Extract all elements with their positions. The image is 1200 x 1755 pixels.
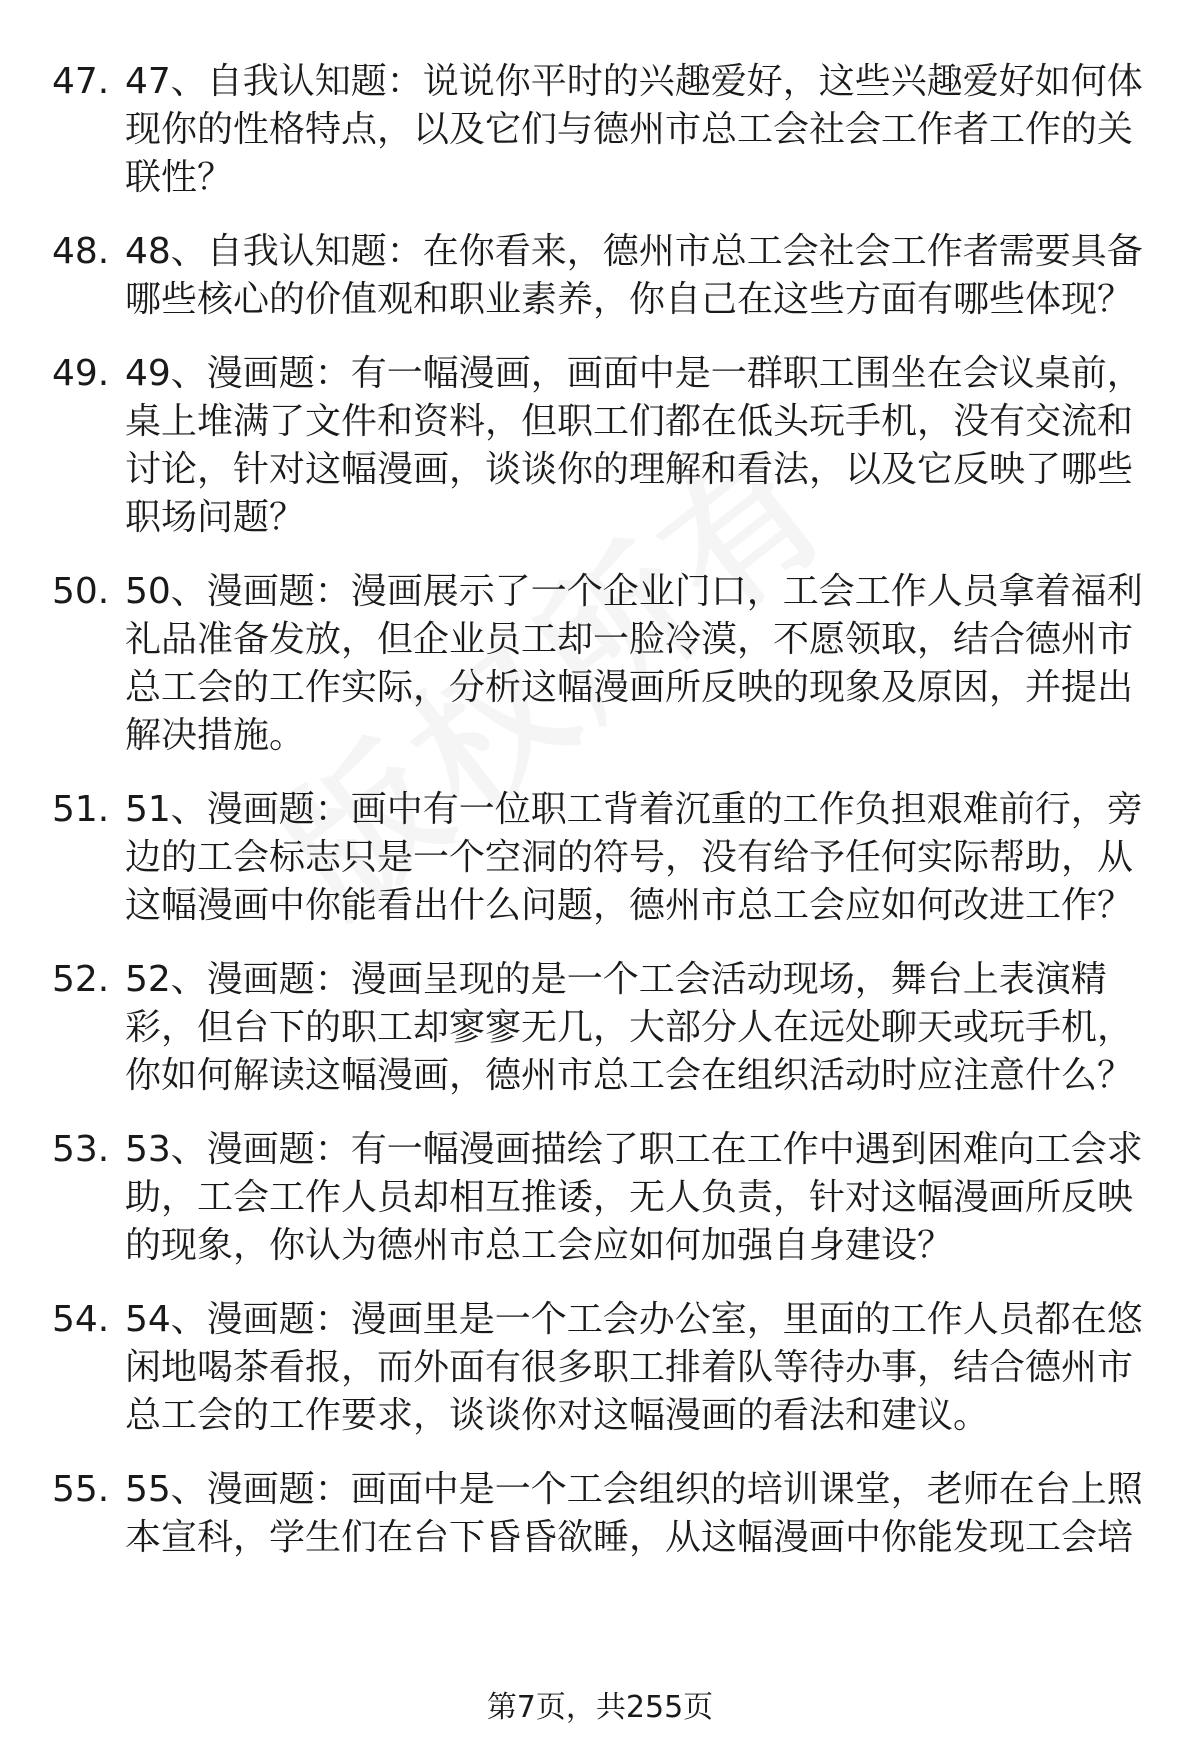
question-text: 54、漫画题：漫画里是一个工会办公室，里面的工作人员都在悠闲地喝茶看报，而外面有很多职工排着队等待办事，结合德州市总工会的工作要求，谈谈你对这幅漫画的看法和建议。 — [125, 1299, 1143, 1436]
question-number: 49. — [52, 353, 110, 394]
question-item — [0, 568, 1200, 760]
question-number: 54. — [52, 1299, 110, 1340]
question-text: 52、漫画题：漫画呈现的是一个工会活动现场，舞台上表演精彩，但台下的职工却寥寥无几，大部分人在远处聊天或玩手机，你如何解读这幅漫画，德州市总工会在组织活动时应注意什么？ — [125, 959, 1134, 1096]
question-item — [0, 350, 1200, 542]
question-number: 47. — [52, 61, 110, 102]
question-text: 50、漫画题：漫画展示了一个企业门口，工会工作人员拿着福利礼品准备发放，但企业员工却一脸冷漠，不愿领取，结合德州市总工会的工作实际，分析这幅漫画所反映的现象及原因，并提出解决措施。 — [125, 571, 1143, 756]
question-text: 47、自我认知题：说说你平时的兴趣爱好，这些兴趣爱好如何体现你的性格特点，以及它们与德州市总工会社会工作者工作的关联性？ — [125, 61, 1143, 198]
question-text: 48、自我认知题：在你看来，德州市总工会社会工作者需要具备哪些核心的价值观和职业素养，你自己在这些方面有哪些体现？ — [125, 231, 1143, 320]
question-text: 51、漫画题：画中有一位职工背着沉重的工作负担艰难前行，旁边的工会标志只是一个空洞的符号，没有给予任何实际帮助，从这幅漫画中你能看出什么问题，德州市总工会应如何改进工作？ — [125, 789, 1143, 926]
question-text: 49、漫画题：有一幅漫画，画面中是一群职工围坐在会议桌前，桌上堆满了文件和资料，但职工们都在低头玩手机，没有交流和讨论，针对这幅漫画，谈谈你的理解和看法，以及它反映了哪些职场问题？ — [125, 353, 1143, 538]
question-item — [0, 1296, 1200, 1440]
question-number: 50. — [52, 571, 110, 612]
question-number: 53. — [52, 1129, 110, 1170]
question-item — [0, 1466, 1200, 1562]
question-number: 51. — [52, 789, 110, 830]
question-item — [0, 58, 1200, 202]
question-item — [0, 1126, 1200, 1270]
question-number: 55. — [52, 1469, 110, 1510]
question-list — [0, 58, 1200, 1588]
question-text: 55、漫画题：画面中是一个工会组织的培训课堂，老师在台上照本宣科，学生们在台下昏昏欲睡，从这幅漫画中你能发现工会培 — [125, 1469, 1143, 1558]
question-number: 52. — [52, 959, 110, 1000]
page-footer: 第7页，共255页 — [486, 1690, 714, 1725]
question-number: 48. — [52, 231, 110, 272]
question-text: 53、漫画题：有一幅漫画描绘了职工在工作中遇到困难向工会求助，工会工作人员却相互推诿，无人负责，针对这幅漫画所反映的现象，你认为德州市总工会应如何加强自身建设？ — [125, 1129, 1143, 1266]
question-item — [0, 956, 1200, 1100]
question-item — [0, 228, 1200, 324]
question-item — [0, 786, 1200, 930]
